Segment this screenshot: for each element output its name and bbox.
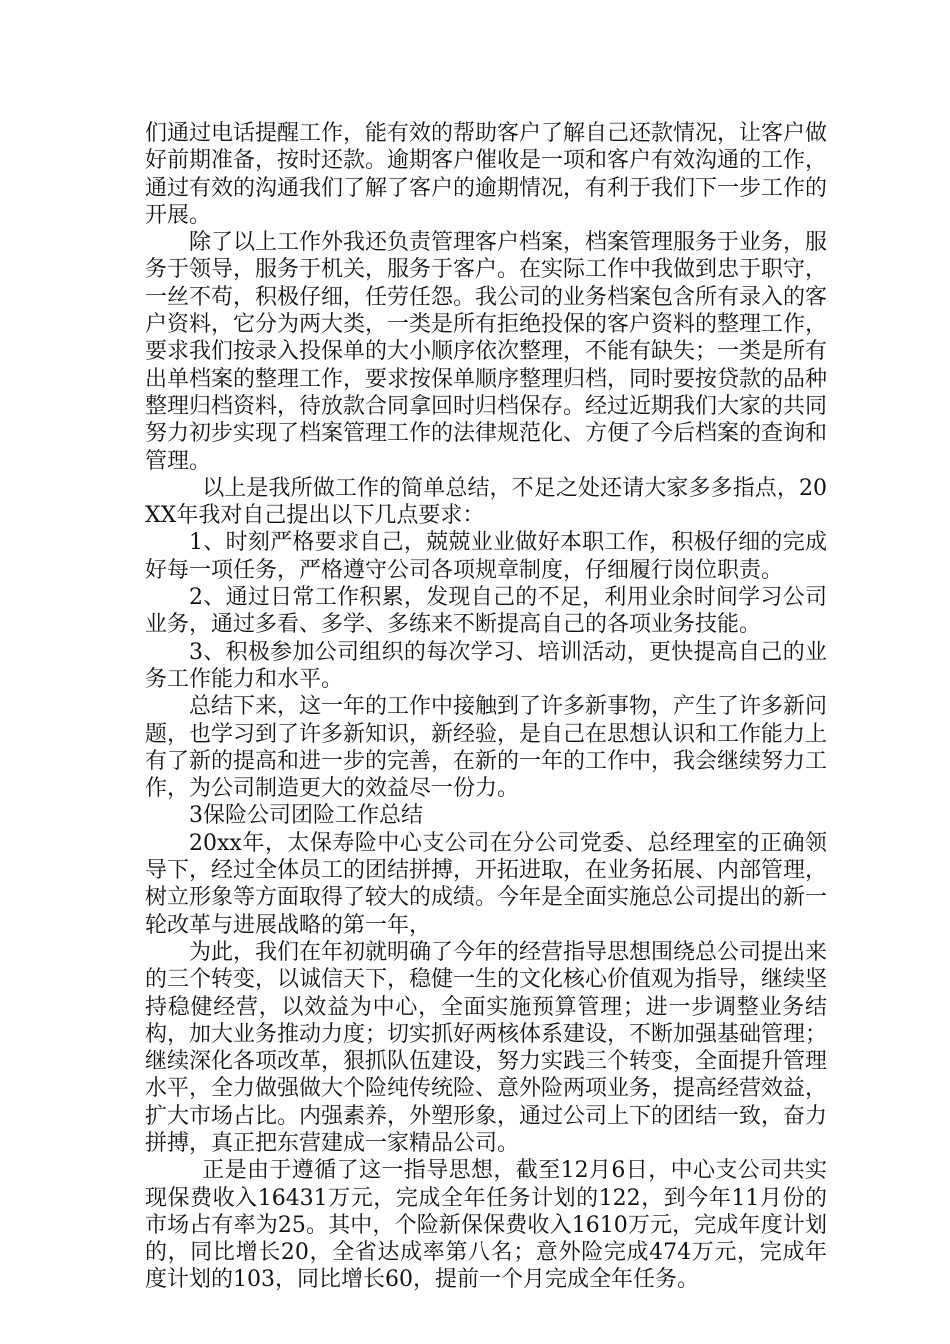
paragraph-repayment-reminder: 们通过电话提醒工作，能有效的帮助客户了解自己还款情况，让客户做好前期准备，按时还款。逾期客户催收是一项和客户有效沟通的工作，通过有效的沟通我们了解了客户的逾期情况，有利于我们下一步工作的开展。: [145, 121, 828, 228]
paragraph-premium-results: 正是由于遵循了这一指导思想，截至12月6日，中心支公司共实现保费收入16431万元，完成全年任务计划的122，到今年11月份的市场占有率为25。其中，个险新保保费收入1610万元，完成年度计划的，同比增长20，全省达成率第八名；意外险完成474万元，完成年度计划的103，同比增长60，提前一个月完成全年任务。: [145, 1158, 827, 1293]
paragraph-archive-management: 除了以上工作外我还负责管理客户档案，档案管理服务于业务，服务于领导，服务于机关，服务于客户。在实际工作中我做到忠于职守，一丝不苟，积极仔细，任劳任怨。我公司的业务档案包含所有录入的客户资料，它分为两大类，一类是所有拒绝投保的客户资料的整理工作，要求我们按录入投保单的大小顺序依次整理，不能有缺失；一类是所有出单档案的整理工作，要求按保单顺序整理归档，同时要按贷款的品种整理归档资料，待放款合同拿回时归档保存。经过近期我们大家的共同努力初步实现了档案管理工作的法律规范化、方便了今后档案的查询和管理。: [145, 230, 828, 474]
document-body: [145, 120, 827, 1294]
paragraph-summary-intro: 以上是我所做工作的简单总结，不足之处还请大家多多指点，20XX年我对自己提出以下几点要求：: [145, 475, 827, 529]
paragraph-year-conclusion: 总结下来，这一年的工作中接触到了许多新事物，产生了许多新问题，也学习到了许多新知识，新经验，是自己在思想认识和工作能力上有了新的提高和进一步的完善，在新的一年的工作中，我会继续努力工作，为公司制造更大的效益尽一份力。: [145, 694, 828, 802]
list-item-requirement-1: 1、时刻严格要求自己，兢兢业业做好本职工作，积极仔细的完成好每一项任务，严格遵守公司各项规章制度，仔细履行岗位职责。: [145, 530, 827, 583]
list-item-requirement-3: 3、积极参加公司组织的每次学习、培训活动，更快提高自己的业务工作能力和水平。: [145, 639, 827, 692]
list-item-requirement-2: 2、通过日常工作积累，发现自己的不足，利用业余时间学习公司业务，通过多看、多学、多练来不断提高自己的各项业务技能。: [145, 585, 827, 638]
paragraph-business-guidance: 为此，我们在年初就明确了今年的经营指导思想围绕总公司提出来的三个转变，以诚信天下，稳健一生的文化核心价值观为指导，继续坚持稳健经营，以效益为中心，全面实施预算管理；进一步调整业务结构，加大业务推动力度；切实抓好两核体系建设，不断加强基础管理；继续深化各项改革，狠抓队伍建设，努力实践三个转变，全面提升管理水平，全力做强做大个险纯传统险、意外险两项业务，提高经营效益，扩大市场占比。内强素养，外塑形象，通过公司上下的团结一致，奋力拼搏，真正把东营建成一家精品公司。: [145, 939, 828, 1156]
section-heading-group-insurance: 3保险公司团险工作总结: [189, 803, 423, 829]
paragraph-annual-overview: 20xx年，太保寿险中心支公司在分公司党委、总经理室的正确领导下，经过全体员工的团结拼搏，开拓进取，在业务拓展、内部管理，树立形象等方面取得了较大的成绩。今年是全面实施总公司提出的新一轮改革与进展战略的第一年，: [145, 830, 828, 938]
